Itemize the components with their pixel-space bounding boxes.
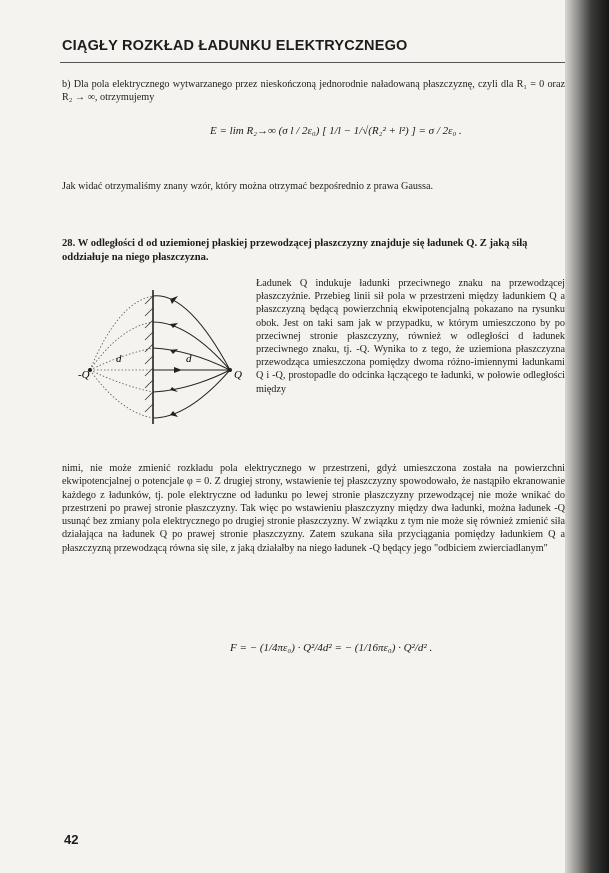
problem-heading: 28. W odległości d od uziemionej płaskiej przewodzącej płaszczyzny znajduje się ładunek Q. Z jaką siłą oddziałuje na niego płaszczyzna. [62,238,528,263]
part-b-paragraph: b) Dla pola elektrycznego wytwarzanego przez nieskończoną jednorodnie naładowaną płaszczyznę, czyli dla R₁ = 0 oraz R₂ → ∞, otrzymujemy [62,79,565,104]
image-charge-figure [78,282,254,432]
gauss-paragraph: Jak widać otrzymaliśmy znany wzór, który można otrzymać bezpośrednio z prawa Gaussa. [62,181,434,192]
problem-full-paragraph: nimi, nie może zmienić rozkładu pola elektrycznego w przestrzeni, gdyż umieszczona została na powierzchni ekwipotencjalnej o potencjale φ = 0. Z drugiej strony, wstawienie tej płaszczyzny spowodowało, że nastąpiło ekranowanie każdego z ładunków, tj. pole elektryczne od ładunku po lewej stronie płaszczyzny przewodzącej nie może wnikać do przestrzeni po prawej stronie płaszczyzny. Tak więc po wstawieniu płaszczyzny między dwa ładunki, można ładunek -Q usunąć bez zmiany pola elektrycznego po drugiej stronie płaszczyzny. W związku z tym nie może się również zmienić siła działająca na ładunek Q po prawej stronie płaszczyzny. Zatem szukana siła przyciągania pomiędzy ładunkiem Q a płaszczyzną przewodzącą równa się sile, z jaką działałby na niego ładunek -Q będący jego "odbiciem zwierciadlanym" [62,463,565,554]
page-number: 42 [64,832,79,847]
label-distance-left: d [116,353,122,365]
label-negative-charge: -Q [78,369,90,381]
label-distance-right: d [186,353,192,365]
page-title: CIĄGŁY ROZKŁAD ŁADUNKU ELEKTRYCZNEGO [62,38,408,54]
header-rule [60,62,565,63]
label-positive-charge: Q [234,369,242,381]
book-spine-shadow [565,0,609,873]
equation-limit: E = lim R₂→∞ (σ l / 2ε₀) [ 1/l − 1/√(R₂² + l²) ] = σ / 2ε₀ . [210,125,462,137]
problem-wrapped-paragraph: Ładunek Q indukuje ładunki przeciwnego znaku na przewodzącej płaszczyźnie. Przebieg linii sił pola w przestrzeni między ładunkiem Q a płaszczyzną będącą powierzchnią ekwipotencjalną pokazano na rysunku obok. Jest on taki sam jak w przypadku, w którym umieszczono by po przeciwnej stronie płaszczyzny, również w odległości d ładunek przeciwnego znaku, tj. -Q. Wynika to z tego, że uziemiona płaszczyzna przewodząca umieszczona pomiędzy dwoma różno-imiennymi ładunkami Q i -Q, prostopadle do odcinka łączącego te ładunki, w połowie odległości między [256,278,565,395]
equation-force: F = − (1/4πε₀) · Q²/4d² = − (1/16πε₀) · Q²/d² . [230,642,433,654]
